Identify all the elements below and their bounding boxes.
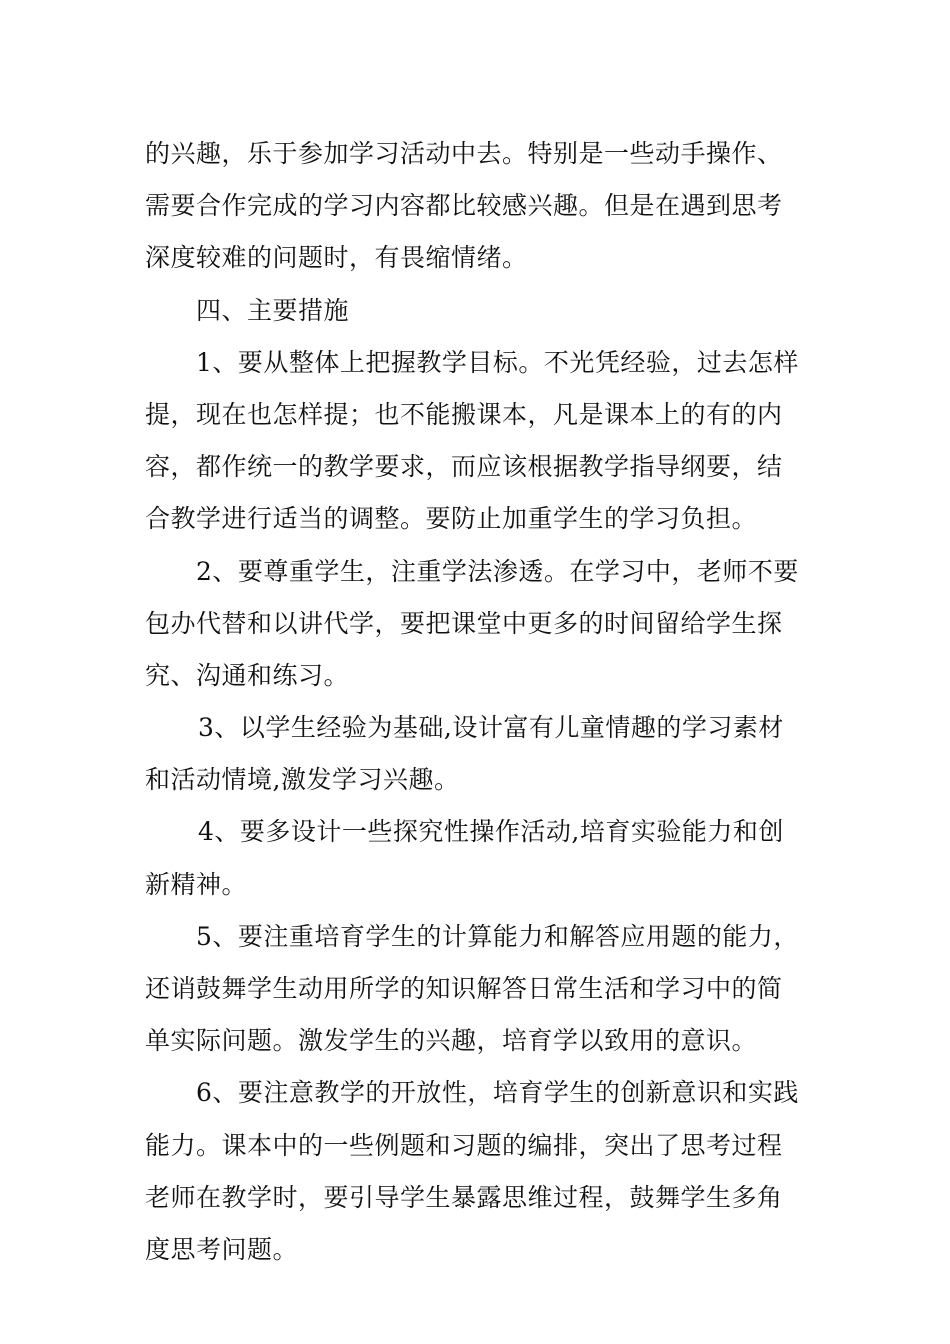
section-heading: 四、主要措施 [196,295,350,325]
text-line: 和活动情境,激发学习兴趣。 [145,765,460,795]
text-line: 老师在教学时，要引导学生暴露思维过程，鼓舞学生多角 [145,1182,783,1212]
text-line: 3、以学生经验为基础,设计富有儿童情趣的学习素材 [198,713,784,743]
text-line: 需要合作完成的学习内容都比较感兴趣。但是在遇到思考 [145,191,783,221]
text-line: 6、要注意教学的开放性，培育学生的创新意识和实践 [196,1078,799,1108]
text-line: 究、沟通和练习。 [145,660,350,690]
text-line: 单实际问题。激发学生的兴趣，培育学以致用的意识。 [145,1026,758,1056]
text-line: 度思考问题。 [145,1234,299,1264]
text-line: 提，现在也怎样提；也不能搬课本，凡是课本上的有的内 [145,399,783,429]
document-body [145,128,810,1276]
text-line: 5、要注重培育学生的计算能力和解答应用题的能力， [196,921,799,951]
text-line: 新精神。 [145,869,248,899]
text-line: 包办代替和以讲代学，要把课堂中更多的时间留给学生探 [145,608,783,638]
text-line: 能力。课本中的一些例题和习题的编排，突出了思考过程 [145,1130,783,1160]
text-line: 还诮鼓舞学生动用所学的知识解答日常生活和学习中的简 [145,974,783,1003]
text-line: 1、要从整体上把握教学目标。不光凭经验，过去怎样 [196,347,799,377]
text-line: 的兴趣，乐于参加学习活动中去。特别是一些动手操作、 [145,139,783,168]
text-line: 合教学进行适当的调整。要防止加重学生的学习负担。 [145,504,758,534]
text-line: 4、要多设计一些探究性操作活动,培育实验能力和创 [198,817,784,847]
text-line: 2、要尊重学生，注重学法渗透。在学习中，老师不要 [196,556,799,586]
text-line: 容，都作统一的教学要求，而应该根据教学指导纲要，结 [145,452,783,482]
text-line: 深度较难的问题时，有畏缩情绪。 [145,243,528,273]
